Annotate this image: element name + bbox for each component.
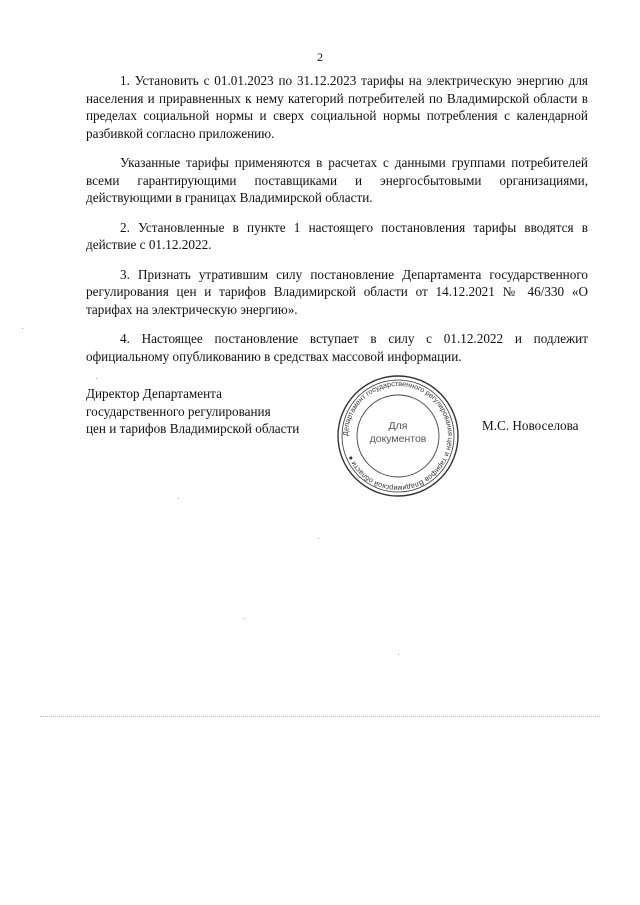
document-body bbox=[86, 72, 588, 377]
signatory-name: М.С. Новоселова bbox=[482, 418, 579, 433]
scan-speck bbox=[22, 328, 23, 329]
page-number: 2 bbox=[317, 50, 323, 64]
scan-speck bbox=[178, 498, 179, 499]
scan-speck bbox=[96, 378, 97, 379]
signatory-title-line: государственного регулирования bbox=[86, 403, 271, 419]
signatory-title bbox=[86, 385, 299, 438]
scan-speck bbox=[398, 654, 399, 655]
paragraph-item-1: 1. Установить с 01.01.2023 по 31.12.2023 тарифы на электрическую энергию для населения и приравненных к нему категорий потребителей по Владимирской области в пределах социальной нормы и сверх социальной нормы потребления с календарной разбивкой согласно приложению. bbox=[86, 73, 588, 141]
scan-speck bbox=[318, 538, 319, 539]
signatory-title-line: Директор Департамента bbox=[86, 386, 222, 401]
signatory-title-line: цен и тарифов Владимирской области bbox=[86, 421, 300, 436]
scan-speck bbox=[244, 618, 245, 619]
seal-center-text: Для документов bbox=[369, 420, 427, 445]
official-seal bbox=[330, 374, 466, 498]
paragraph-item-2: 2. Установленные в пункте 1 настоящего постановления тарифы вводятся в действие с 01.12.2022. bbox=[86, 219, 588, 252]
paragraph-item-3: 3. Признать утратившим силу постановление Департамента государственного регулирования цен и тарифов Владимирской области от 14.12.2021 № 46/330 «О тарифах на электрическую энергию». bbox=[86, 266, 588, 317]
paragraph-item-4: 4. Настоящее постановление вступает в силу с 01.12.2022 и подлежит официальному опубликованию в средствах массовой информации. bbox=[86, 331, 588, 364]
scan-artifact-line bbox=[40, 716, 600, 719]
paragraph-tariffs-applied: Указанные тарифы применяются в расчетах с данными группами потребителей всеми гарантирующими поставщиками и энергосбытовыми организациями, действующими в границах Владимирской области. bbox=[86, 155, 588, 205]
seal-ring-text: Департамент государственного регулирования цен и тарифов Владимирской области ● bbox=[340, 378, 456, 494]
